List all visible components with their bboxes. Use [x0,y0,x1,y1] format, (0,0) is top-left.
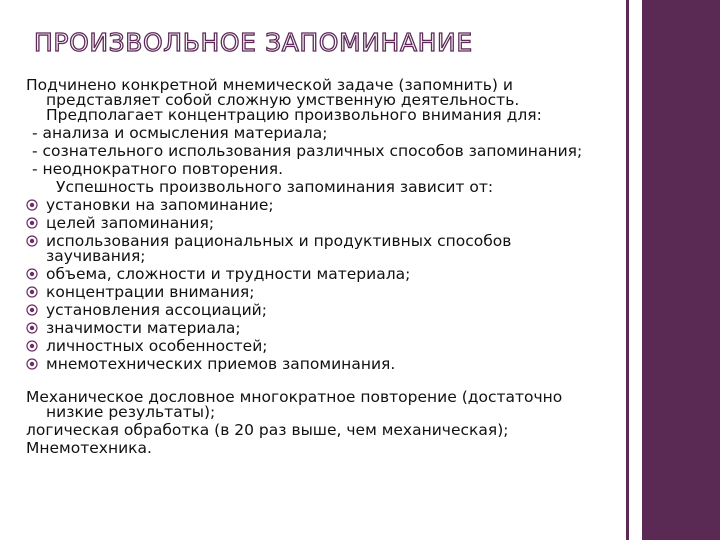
method-line: Механическое дословное многократное повторение (достаточно [26,388,563,406]
bullet-text: целей запоминания; [46,214,215,232]
circled-dot-icon [26,199,38,211]
bullet-item [26,196,626,214]
bullet-item [26,319,626,337]
bullet-text: объема, сложности и трудности материала; [46,265,411,283]
bullet-text: установления ассоциаций; [46,301,267,319]
dash-item: - неоднократного повторения. [32,160,284,178]
slide-content [26,76,626,457]
circled-dot-icon [26,322,38,334]
circled-dot-icon [26,268,38,280]
intro-line: представляет собой сложную умственную деятельность. [46,91,520,109]
circled-dot-icon [26,217,38,229]
circled-dot-icon [26,304,38,316]
bullet-text: концентрации внимания; [46,283,255,301]
circled-dot-icon [26,340,38,352]
success-heading: Успешность произвольного запоминания зависит от: [56,178,494,196]
bullet-item [26,283,626,301]
bullet-continuation [26,247,626,265]
bullet-text: значимости материала; [46,319,241,337]
bullet-item [26,265,626,283]
bullet-text: личностных особенностей; [46,337,268,355]
bullet-text: использования рациональных и продуктивных способов [46,232,512,250]
dash-item: - сознательного использования различных способов запоминания; [32,142,583,160]
decorative-sidebar [642,0,720,540]
bullet-text: заучивания; [46,247,146,265]
bullet-text: мнемотехнических приемов запоминания. [46,355,396,373]
bullet-item [26,337,626,355]
dash-item: - анализа и осмысления материала; [32,124,328,142]
intro-line: Подчинено конкретной мнемической задаче (запомнить) и [26,76,513,94]
circled-dot-icon [26,286,38,298]
circled-dot-icon [26,358,38,370]
circled-dot-icon [26,235,38,247]
method-line: Мнемотехника. [26,439,152,457]
spacer [26,373,626,388]
bullet-text: установки на запоминание; [46,196,274,214]
bullet-item [26,301,626,319]
sidebar-divider-line [626,0,629,540]
intro-line: Предполагает концентрацию произвольного внимания для: [46,106,542,124]
bullet-item [26,214,626,232]
slide-title: ПРОИЗВОЛЬНОЕ ЗАПОМИНАНИЕ [34,28,473,57]
bullet-item [26,355,626,373]
method-line: низкие результаты); [46,403,216,421]
method-line: логическая обработка (в 20 раз выше, чем механическая); [26,421,509,439]
